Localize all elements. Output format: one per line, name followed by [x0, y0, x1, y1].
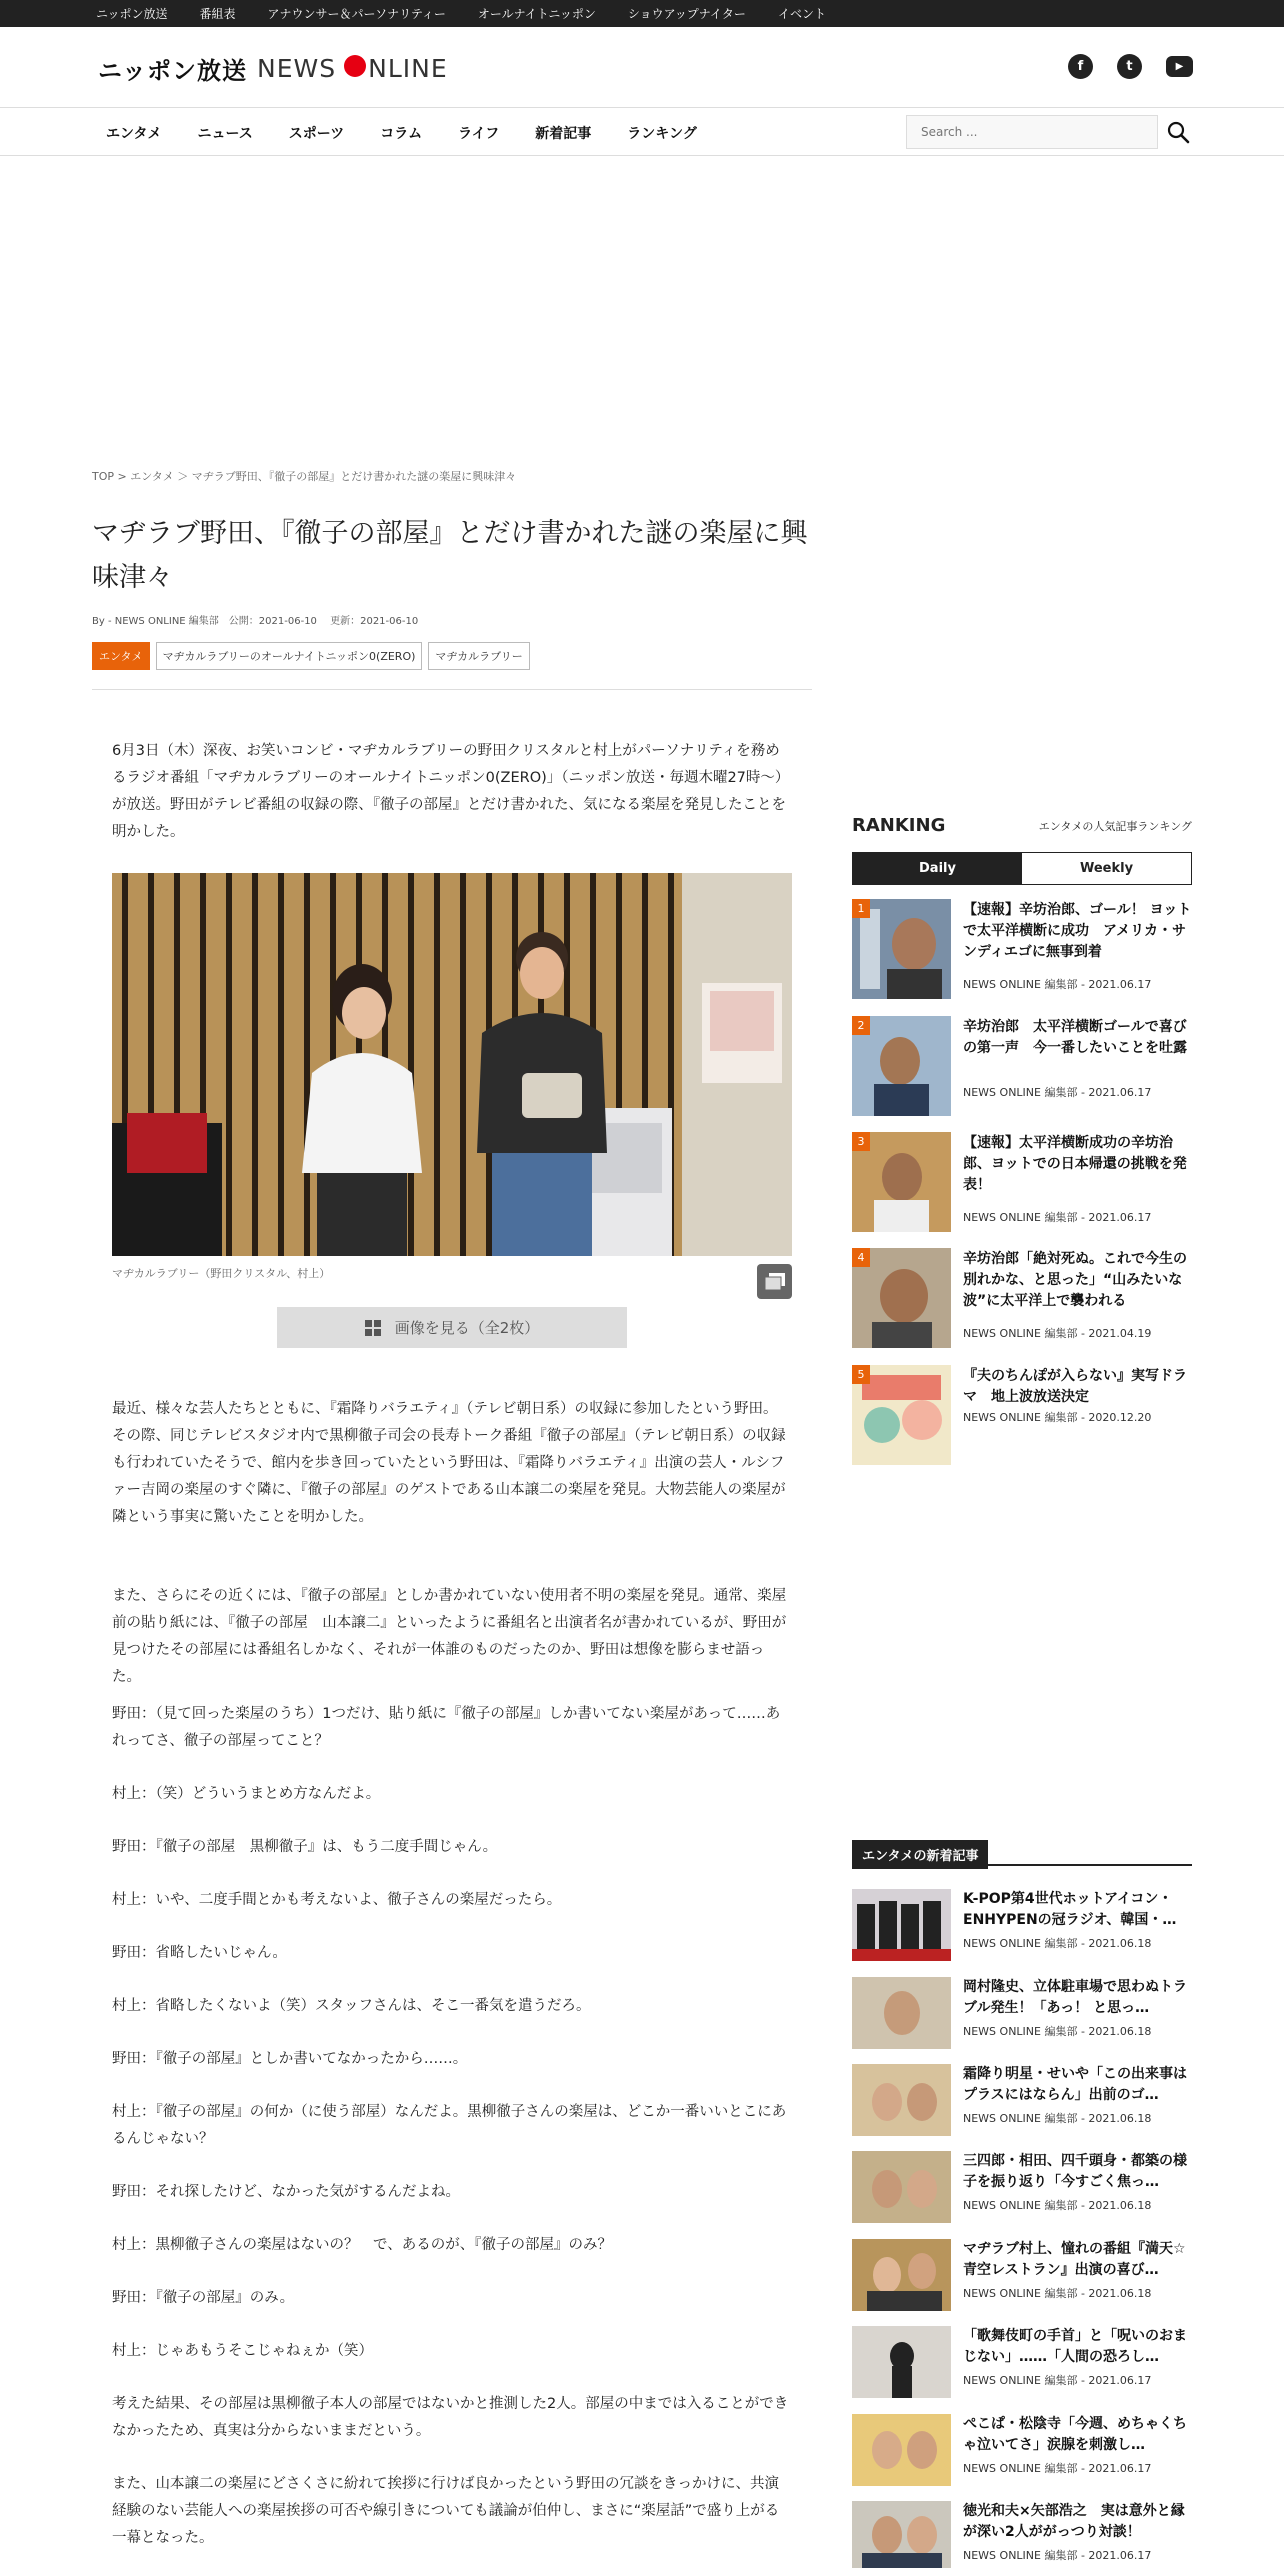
new-article-title[interactable]: ぺこぱ・松陰寺「今週、めちゃくちゃ泣いてさ」涙腺を刺激し…	[963, 2416, 1187, 2453]
logo-jp-text: ニッポン放送	[98, 56, 248, 85]
new-article-thumbnail[interactable]	[852, 2326, 951, 2398]
article-paragraph: また、山本譲二の楽屋にどさくさに紛れて挨拶に行けば良かったという野田の冗談をきっかけに、共演経験のない芸能人への楽屋挨拶の可否や線引きについても議論が伯仲し、まさに“楽屋話”で盛り上がる一幕となった。	[112, 2476, 780, 2546]
article-paragraph: 野田：『徹子の部屋』のみ。	[112, 2290, 295, 2306]
new-article-meta: NEWS ONLINE 編集部 - 2021.06.18	[963, 2287, 1152, 2300]
logo-online-text: NLINE	[368, 53, 448, 83]
ranking-meta: NEWS ONLINE 編集部 - 2021.04.19	[963, 1327, 1152, 1340]
article-paragraph: 野田：それ探したけど、なかった気がするんだよね。	[112, 2184, 460, 2200]
new-article-meta: NEWS ONLINE 編集部 - 2021.06.18	[963, 1937, 1152, 1950]
view-images-label: 画像を見る（全2枚）	[394, 1319, 540, 1337]
article-paragraph: 野田：『徹子の部屋』としか書いてなかったから……。	[112, 2051, 468, 2067]
rank-number: 1	[852, 899, 870, 918]
article-paragraph: 村上：省略したくないよ（笑）スタッフさんは、そこ一番気を遣うだろ。	[112, 1998, 591, 2014]
social-links	[1044, 54, 1193, 79]
new-article-thumbnail[interactable]	[852, 2064, 951, 2136]
new-article-thumbnail[interactable]	[852, 2151, 951, 2223]
new-article-title[interactable]: K-POP第4世代ホットアイコン・ENHYPENの冠ラジオ、韓国・…	[963, 1891, 1177, 1928]
topnav-item[interactable]: アナウンサー＆パーソナリティー	[267, 7, 446, 21]
topnav-item[interactable]: ショウアップナイター	[627, 7, 746, 21]
tag-artist[interactable]: マヂカルラブリー	[428, 642, 529, 670]
nav-item-new-articles[interactable]: 新着記事	[535, 126, 592, 142]
ranking-item[interactable]	[852, 1365, 1192, 1465]
article-paragraph: 村上：『徹子の部屋』の何か（に使う部屋）なんだよ。黒柳徹子さんの楽屋は、どこか一番いいとこにあるんじゃない？	[112, 2104, 787, 2147]
logo-news-text: NEWS	[257, 53, 337, 83]
tab-daily[interactable]: Daily	[853, 853, 1022, 884]
tag-category[interactable]: エンタメ	[92, 642, 150, 670]
brand-header	[0, 27, 1284, 108]
search-input[interactable]	[906, 115, 1158, 149]
ranking-title[interactable]: 【速報】辛坊治郎、ゴール！ ヨットで太平洋横断に成功 アメリカ・サンディエゴに無事到着	[963, 902, 1192, 960]
article-paragraph: 村上：黒柳徹子さんの楽屋はないの？ で、あるのが、『徹子の部屋』のみ？	[112, 2237, 612, 2253]
article-photo[interactable]	[112, 873, 792, 1256]
new-article-thumbnail[interactable]	[852, 2239, 951, 2311]
rank-number: 3	[852, 1132, 870, 1151]
tab-weekly[interactable]: Weekly	[1079, 861, 1134, 876]
ranking-item[interactable]	[852, 1016, 1192, 1116]
ranking-title[interactable]: 『夫のちんぽが入らない』実写ドラマ 地上波放送決定	[963, 1368, 1187, 1405]
ranking-item[interactable]	[852, 1132, 1192, 1232]
new-article-item[interactable]	[852, 2239, 1192, 2311]
nav-item-column[interactable]: コラム	[380, 126, 423, 142]
article-paragraph: 村上：（笑）どういうまとめ方なんだよ。	[112, 1786, 381, 1802]
new-article-title[interactable]: 霜降り明星・せいや「この出来事はプラスにはならん」出前のゴ…	[963, 2066, 1187, 2103]
site-logo[interactable]	[98, 53, 448, 83]
article-paragraph: 野田：（見て回った楽屋のうち）1つだけ、貼り紙に『徹子の部屋』しか書いてない楽屋があって……あれってさ、徹子の部屋ってこと？	[112, 1706, 781, 1749]
ranking-title[interactable]: 辛坊治郎「絶対死ぬ。これで今生の別れかな、と思った」“山みたいな波”に太平洋上で襲われる	[963, 1251, 1187, 1309]
new-article-item[interactable]	[852, 1889, 1192, 1961]
new-article-item[interactable]	[852, 2326, 1192, 2398]
topnav-item[interactable]: イベント	[777, 7, 826, 21]
photo-caption: マヂカルラブリー（野田クリスタル、村上）	[112, 1267, 331, 1280]
rank-number: 2	[852, 1016, 870, 1035]
ranking-meta: NEWS ONLINE 編集部 - 2021.06.17	[963, 1211, 1152, 1224]
ranking-item[interactable]	[852, 899, 1192, 999]
article-paragraph: 野田：省略したいじゃん。	[112, 1945, 287, 1961]
article-lead: 6月3日（木）深夜、お笑いコンビ・マヂカルラブリーの野田クリスタルと村上がパーソナリティを務めるラジオ番組「マヂカルラブリーのオールナイトニッポン0(ZERO)」（ニッポン放送・毎週木曜27時～）が放送。野田がテレビ番組の収録の際、『徹子の部屋』とだけ書かれた、気になる楽屋を発見したことを明かした。	[112, 743, 790, 840]
new-article-meta: NEWS ONLINE 編集部 - 2021.06.18	[963, 2199, 1152, 2212]
nav-item-news[interactable]: ニュース	[197, 126, 253, 142]
new-article-thumbnail[interactable]	[852, 2501, 951, 2568]
nav-item-sports[interactable]: スポーツ	[288, 126, 345, 142]
divider	[92, 689, 812, 690]
rank-number: 4	[852, 1248, 870, 1267]
topnav-item[interactable]: 番組表	[199, 7, 236, 21]
article-tags	[92, 642, 536, 670]
new-article-title[interactable]: マヂラブ村上、憧れの番組『満天☆青空レストラン』出演の喜び…	[963, 2241, 1186, 2278]
new-article-thumbnail[interactable]	[852, 2414, 951, 2486]
new-article-title[interactable]: 徳光和夫×矢部浩之 実は意外と縁が深い2人ががっつり対談！	[963, 2503, 1185, 2540]
new-article-item[interactable]	[852, 2064, 1192, 2136]
new-article-title[interactable]: 三四郎・相田、四千頭身・都築の様子を振り返り「今すごく焦っ…	[963, 2153, 1187, 2190]
ranking-meta: NEWS ONLINE 編集部 - 2021.06.17	[963, 978, 1152, 991]
article-paragraph: 最近、様々な芸人たちとともに、『霜降りバラエティ』（テレビ朝日系）の収録に参加したという野田。その際、同じテレビスタジオ内で黒柳徹子司会の長寿トーク番組『徹子の部屋』（テレビ朝日系）の収録も行われていたそうで、館内を歩き回っていたという野田は、『霜降りバラエティ』出演の芸人・ルシファー吉岡の楽屋のすぐ隣に、『徹子の部屋』のゲストである山本譲二の楽屋を発見。大物芸能人の楽屋が隣という事実に驚いたことを明かした。	[112, 1401, 786, 1525]
ranking-item[interactable]	[852, 1248, 1192, 1348]
ranking-header	[852, 815, 1192, 845]
new-articles-header	[852, 1840, 1192, 1866]
new-article-item[interactable]	[852, 2151, 1192, 2223]
twitter-icon[interactable]: t	[1117, 54, 1142, 79]
search-icon[interactable]	[1166, 120, 1190, 144]
new-article-title[interactable]: 「歌舞伎町の手首」と「呪いのおまじない」……「人間の恐ろし…	[963, 2328, 1187, 2365]
new-article-title[interactable]: 岡村隆史、立体駐車場で思わぬトラブル発生！「あっ！ と思っ…	[963, 1979, 1187, 2016]
gallery-icon[interactable]	[757, 1264, 792, 1299]
article-paragraph: 村上：いや、二度手間とかも考えないよ、徹子さんの楽屋だったら。	[112, 1892, 562, 1908]
nav-item-ranking[interactable]: ランキング	[627, 126, 697, 142]
new-articles-heading: エンタメの新着記事	[852, 1840, 988, 1869]
new-article-item[interactable]	[852, 2414, 1192, 2486]
top-utility-bar	[0, 0, 1284, 27]
ranking-title[interactable]: 【速報】太平洋横断成功の辛坊治郎、ヨットでの日本帰還の挑戦を発表！	[963, 1135, 1187, 1193]
rank-number: 5	[852, 1365, 870, 1384]
new-article-meta: NEWS ONLINE 編集部 - 2021.06.17	[963, 2549, 1152, 2562]
article-paragraph: 考えた結果、その部屋は黒柳徹子本人の部屋ではないかと推測した2人。部屋の中までは入ることができなかったため、真実は分からないままだという。	[112, 2396, 789, 2439]
article-paragraph: 村上：じゃあもうそこじゃねぇか（笑）	[112, 2343, 373, 2359]
new-article-meta: NEWS ONLINE 編集部 - 2021.06.18	[963, 2112, 1152, 2125]
ranking-tabs	[852, 852, 1192, 885]
nav-item-life[interactable]: ライフ	[458, 126, 500, 142]
tag-program[interactable]: マヂカルラブリーのオールナイトニッポン0(ZERO)	[156, 642, 423, 670]
ranking-heading: RANKING	[852, 815, 946, 836]
article-paragraph: 野田：『徹子の部屋 黒柳徹子』は、もう二度手間じゃん。	[112, 1839, 498, 1855]
topnav-item[interactable]: オールナイトニッポン	[477, 7, 596, 21]
new-article-meta: NEWS ONLINE 編集部 - 2021.06.17	[963, 2462, 1152, 2475]
facebook-icon[interactable]: f	[1068, 54, 1093, 79]
article-meta: By - NEWS ONLINE 編集部 公開：2021-06-10 更新：2021-06-10	[92, 616, 419, 627]
article-paragraph: また、さらにその近くには、『徹子の部屋』としか書かれていない使用者不明の楽屋を発見。通常、楽屋前の貼り紙には、『徹子の部屋 山本譲二』といったように番組名と出演者名が書かれているが、野田が見つけたその部屋には番組名しかなく、それが一体誰のものだったのか、野田は想像を膨らませ語った。	[112, 1588, 787, 1685]
youtube-icon[interactable]: ▶	[1166, 56, 1193, 77]
grid-icon	[365, 1320, 381, 1336]
main-navigation	[0, 108, 1284, 156]
topnav-item[interactable]: ニッポン放送	[96, 7, 168, 21]
new-article-item[interactable]	[852, 1977, 1192, 2049]
ranking-meta: NEWS ONLINE 編集部 - 2020.12.20	[963, 1411, 1152, 1424]
new-article-item[interactable]	[852, 2501, 1192, 2568]
breadcrumb[interactable]: TOP > エンタメ ＞ マヂラブ野田、『徹子の部屋』とだけ書かれた謎の楽屋に興味津々	[92, 470, 517, 483]
new-article-meta: NEWS ONLINE 編集部 - 2021.06.18	[963, 2025, 1152, 2038]
ranking-meta: NEWS ONLINE 編集部 - 2021.06.17	[963, 1086, 1152, 1099]
new-article-meta: NEWS ONLINE 編集部 - 2021.06.17	[963, 2374, 1152, 2387]
ranking-title[interactable]: 辛坊治郎 太平洋横断ゴールで喜びの第一声 今一番したいことを吐露	[963, 1019, 1187, 1056]
ranking-subheading: エンタメの人気記事ランキング	[1038, 820, 1192, 833]
logo-red-dot-icon	[342, 54, 368, 83]
article-title: マヂラブ野田、『徹子の部屋』とだけ書かれた謎の楽屋に興味津々	[92, 518, 808, 593]
view-images-button[interactable]	[277, 1307, 627, 1348]
new-article-thumbnail[interactable]	[852, 1977, 951, 2049]
nav-item-entame[interactable]: エンタメ	[106, 126, 162, 142]
new-article-thumbnail[interactable]	[852, 1889, 951, 1961]
